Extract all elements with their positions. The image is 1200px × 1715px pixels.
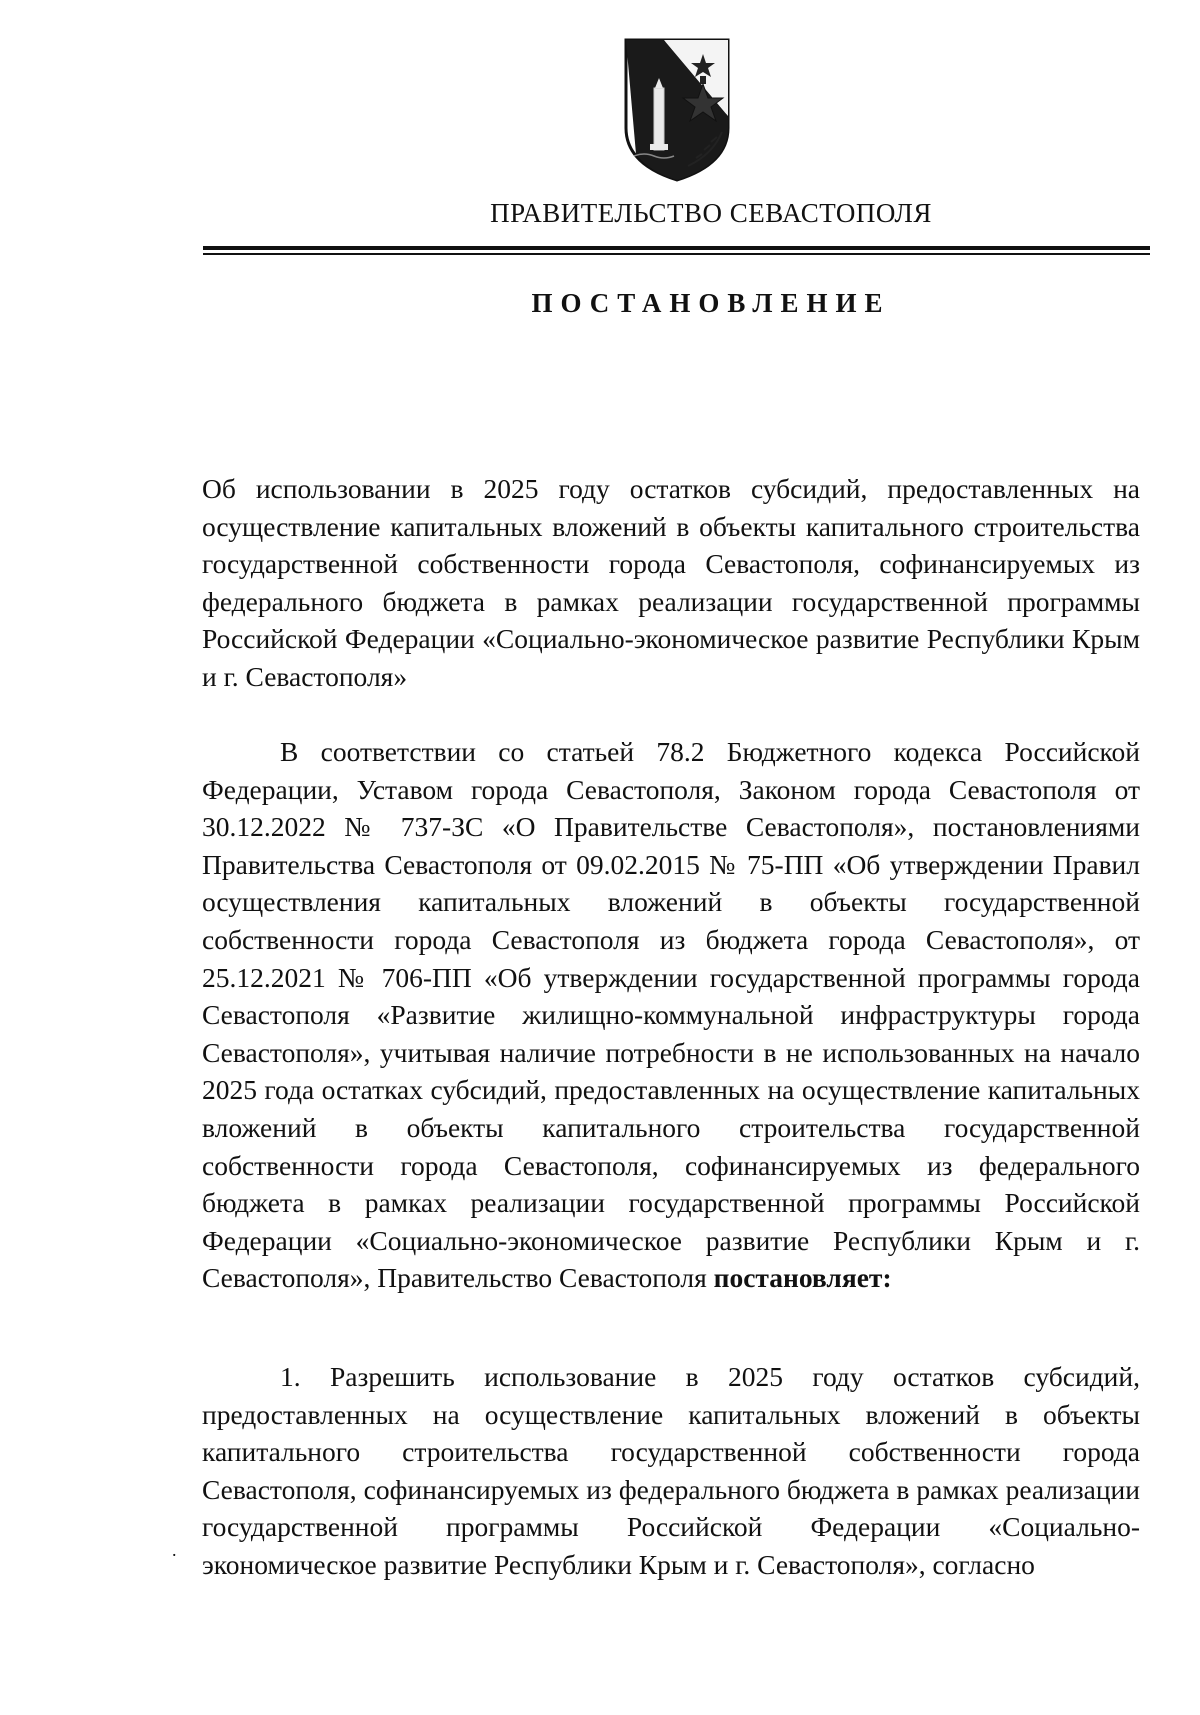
decision-word: постановляет: xyxy=(713,1262,892,1294)
organization-name: ПРАВИТЕЛЬСТВО СЕВАСТОПОЛЯ xyxy=(490,198,932,228)
preamble-paragraph xyxy=(202,733,1140,1297)
header-divider-thin xyxy=(203,253,1150,255)
document-type-title: ПОСТАНОВЛЕНИЕ xyxy=(531,288,891,318)
header-divider-thick xyxy=(203,246,1150,250)
preamble-text: В соответствии со статьей 78.2 Бюджетного кодекса Российской Федерации, Уставом города Севастополя, Законом города Севастополя от 30.12.2022 № 737-ЗС «О Правительстве Севастополя», постановлениями Правительства Севастополя от 09.02.2015 № 75-ПП «Об утверждении Правил осуществления капитальных вложений в объекты государственной собственности города Севастополя из бюджета города Севастополя», от 25.12.2021 № 706-ПП «Об утверждении государственной программы города Севастополя «Развитие жилищно-коммунальной инфраструктуры города Севастополя», учитывая наличие потребности в не использованных на начало 2025 года остатках субсидий, предоставленных на осуществление капитальных вложений в объекты капитального строительства государственной собственности города Севастополя, софинансируемых из федерального бюджета в рамках реализации государственной программы Российской Федерации «Социально-экономическое развитие Республики Крым и г. Севастополя», Правительство Севастополя xyxy=(202,736,1140,1294)
paragraph-1: 1. Разрешить использование в 2025 году остатков субсидий, предоставленных на осуществление капитальных вложений в объекты капитального строительства государственной собственности города Севастополя, софинансируемых из федерального бюджета в рамках реализации государственной программы Российской Федерации «Социально-экономическое развитие Республики Крым и г. Севастополя», согласно xyxy=(202,1361,1140,1580)
sevastopol-coat-of-arms-icon xyxy=(618,36,736,184)
margin-mark: . xyxy=(172,1540,177,1560)
document-subject: Об использовании в 2025 году остатков субсидий, предоставленных на осуществление капитальных вложений в объекты капитального строительства государственной собственности города Севастополя, софинансируемых из федерального бюджета в рамках реализации государственной программы Российской Федерации «Социально-экономическое развитие Республики Крым и г. Севастополя» xyxy=(202,473,1140,692)
